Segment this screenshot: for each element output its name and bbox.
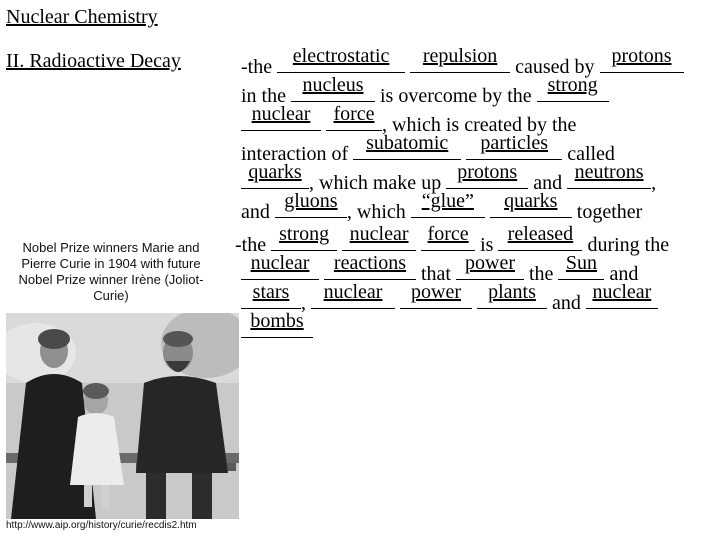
answer-blank [291,74,375,102]
answer-text: reactions [333,252,407,274]
answer-text: force [427,223,469,245]
text-fragment: and [604,263,639,285]
answer-text: nuclear [323,281,383,303]
answer-blank [311,281,395,309]
text-fragment: -the [235,234,272,256]
text-fragment: is [475,234,499,256]
answer-blank [241,252,319,280]
answer-text: quarks [248,161,302,183]
answer-blank [600,45,684,73]
text-fragment: and [547,292,586,314]
answer-text: nuclear [250,252,310,274]
answer-blank [411,190,485,218]
answer-blank [446,161,528,189]
text-fragment: during the [582,234,670,256]
text-fragment: , which is created by the [382,114,577,136]
image-source-link[interactable]: http://www.aip.org/history/curie/recdis2.htm [6,520,197,531]
photo-illustration [6,313,239,519]
answer-text: nuclear [349,223,409,245]
answer-text: force [333,103,375,125]
text-fragment: , [301,292,311,314]
answer-blank [400,281,472,309]
text-fragment: and [241,201,275,223]
answer-text: “glue” [421,190,474,212]
text-fragment: together [571,201,643,223]
text-fragment: and [528,172,568,194]
answer-blank [326,103,382,131]
answer-blank [324,252,416,280]
answer-blank [477,281,547,309]
curie-family-photo [6,313,239,519]
answer-blank [558,252,604,280]
page-title: Nuclear Chemistry [6,6,158,28]
answer-text: strong [279,223,330,245]
answer-blank [498,223,582,251]
answer-text: repulsion [422,45,498,67]
text-fragment: interaction of [241,143,354,165]
answer-text: stars [252,281,290,303]
answer-blank [353,132,461,160]
section-heading: II. Radioactive Decay [6,50,181,72]
answer-text: subatomic [366,132,449,154]
answer-text: bombs [250,310,304,332]
text-fragment: the [524,263,559,285]
text-fragment: , which [346,201,411,223]
note-line [241,190,643,224]
answer-text: power [411,281,461,303]
text-fragment: , [651,172,657,194]
answer-blank [586,281,658,309]
text-fragment: , which make up [309,172,447,194]
photo-caption: Nobel Prize winners Marie and Pierre Curie in 1904 with future Nobel Prize winner Irène (Joliot-Curie) [18,240,204,303]
answer-text: nuclear [592,281,652,303]
answer-blank [410,45,510,73]
answer-text: particles [480,132,549,154]
note-line [241,310,313,344]
text-fragment: caused by [510,56,600,78]
text-fragment: -the [241,56,278,78]
answer-blank [537,74,609,102]
answer-blank [567,161,651,189]
answer-text: Sun [565,252,597,274]
answer-text: gluons [284,190,338,212]
answer-blank [277,45,405,73]
answer-text: protons [457,161,518,183]
answer-text: nucleus [302,74,364,96]
answer-blank [241,161,309,189]
answer-blank [490,190,572,218]
answer-text: power [465,252,515,274]
answer-text: quarks [504,190,558,212]
answer-blank [275,190,347,218]
answer-blank [342,223,416,251]
answer-text: protons [611,45,672,67]
text-fragment: called [562,143,615,165]
text-fragment: is overcome by the [375,85,537,107]
text-fragment: that [416,263,456,285]
answer-text: nuclear [251,103,311,125]
answer-text: plants [488,281,536,303]
text-fragment: in the [241,85,291,107]
answer-blank [456,252,524,280]
answer-text: strong [547,74,598,96]
answer-blank [421,223,475,251]
answer-text: electrostatic [292,45,390,67]
answer-blank [241,281,301,309]
answer-blank [271,223,337,251]
answer-blank [241,310,313,338]
answer-blank [466,132,562,160]
answer-text: neutrons [574,161,644,183]
answer-blank [241,103,321,131]
answer-text: released [507,223,574,245]
